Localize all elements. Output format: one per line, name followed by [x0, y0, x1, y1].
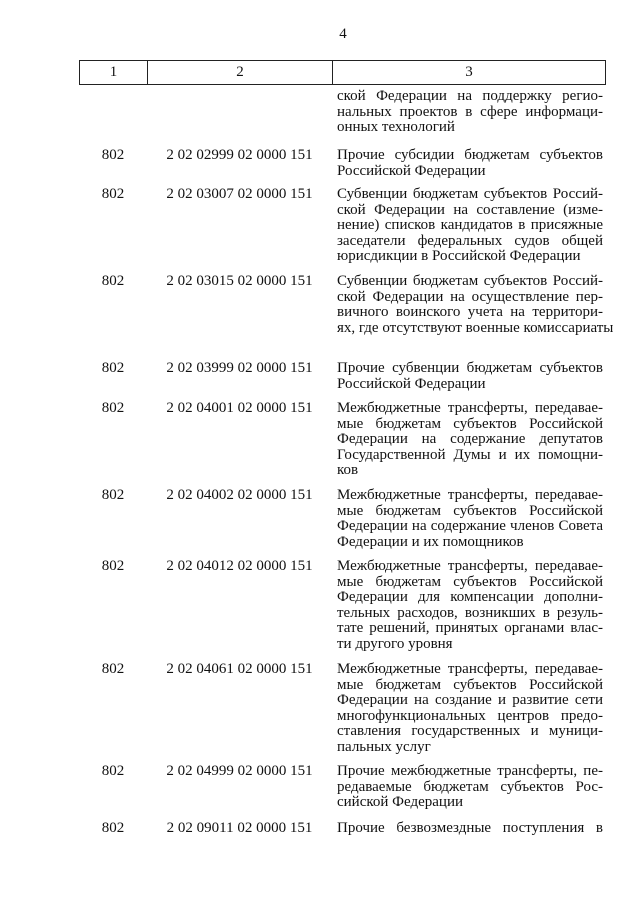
description-line: Прочие субвенции бюджетам субъектов — [337, 360, 603, 376]
budget-code: 2 02 04012 02 0000 151 — [166, 558, 313, 574]
description — [337, 361, 603, 392]
description-line: ков — [337, 462, 359, 479]
description — [337, 662, 603, 756]
description-line: Прочие безвозмездные поступления в — [337, 820, 603, 836]
description-line: ской Федерации на поддержку регио- — [337, 88, 603, 104]
description-line: Федерации на создание и развитие сети — [337, 692, 603, 709]
budget-code: 2 02 03999 02 0000 151 — [166, 360, 313, 376]
description-line: Российской Федерации — [337, 375, 486, 392]
description-line: нение) списков кандидатов в присяжные — [337, 217, 603, 234]
description-line: ской Федерации на составление (изме- — [337, 201, 603, 218]
budget-code: 2 02 04001 02 0000 151 — [166, 400, 313, 416]
description — [337, 488, 603, 550]
description-line: ской Федерации на осуществление пер- — [337, 288, 603, 305]
description-line: мые бюджетам субъектов Российской — [337, 676, 603, 693]
description — [337, 89, 603, 136]
admin-code: 802 — [101, 360, 125, 376]
header-col-2: 2 — [148, 61, 333, 84]
budget-code: 2 02 04002 02 0000 151 — [166, 487, 313, 503]
description-line: заседатели федеральных судов общей — [337, 232, 603, 249]
description-line: Межбюджетные трансферты, передавае- — [337, 400, 603, 416]
description-line: мые бюджетам субъектов Российской — [337, 415, 603, 432]
description — [337, 148, 603, 179]
admin-code: 802 — [101, 186, 125, 202]
budget-code: 2 02 03015 02 0000 151 — [166, 273, 313, 289]
budget-code: 2 02 02999 02 0000 151 — [166, 147, 313, 163]
description-line: вичного воинского учета на территори- — [337, 304, 603, 321]
description — [337, 821, 603, 837]
description-line: ти другого уровня — [337, 635, 453, 652]
description-line: Федерации и их помощников — [337, 533, 524, 550]
description-line: Субвенции бюджетам субъектов Россий- — [337, 273, 603, 289]
table-header — [79, 60, 606, 85]
description-line: мые бюджетам субъектов Российской — [337, 573, 603, 590]
budget-code: 2 02 04061 02 0000 151 — [166, 661, 313, 677]
description-line: многофункциональных центров предо- — [337, 707, 603, 724]
admin-code: 802 — [101, 763, 125, 779]
budget-code: 2 02 04999 02 0000 151 — [166, 763, 313, 779]
description-line: тате решений, принятых органами влас- — [337, 620, 603, 637]
description-line: Российской Федерации — [337, 162, 486, 179]
admin-code: 802 — [101, 487, 125, 503]
admin-code: 802 — [101, 147, 125, 163]
description — [337, 764, 603, 811]
page-number: 4 — [339, 26, 347, 42]
admin-code: 802 — [101, 820, 125, 836]
description-line: Государственной Думы и их помощни- — [337, 446, 603, 463]
description-line: Федерации на содержание членов Совета — [337, 518, 603, 535]
header-col-3: 3 — [465, 64, 473, 80]
description-line: тельных расходов, возникших в резуль- — [337, 604, 603, 621]
description — [337, 401, 603, 479]
description-line: Межбюджетные трансферты, передавае- — [337, 487, 603, 503]
description — [337, 187, 603, 265]
description-line: ях, где отсутствуют военные комиссариаты — [337, 319, 614, 336]
description-line: пальных услуг — [337, 738, 431, 755]
description-line: Прочие межбюджетные трансферты, пе- — [337, 763, 603, 779]
budget-code: 2 02 03007 02 0000 151 — [166, 186, 313, 202]
description-line: ставления государственных и муници- — [337, 723, 603, 740]
header-col-1: 1 — [80, 61, 148, 84]
description-line: онных технологий — [337, 119, 455, 136]
description-line: нальных проектов в сфере информаци- — [337, 103, 603, 120]
description — [337, 273, 614, 336]
admin-code: 802 — [101, 558, 125, 574]
admin-code: 802 — [101, 273, 125, 289]
admin-code: 802 — [101, 661, 125, 677]
description-line: сийской Федерации — [337, 794, 464, 811]
budget-code: 2 02 09011 02 0000 151 — [166, 820, 313, 836]
admin-code: 802 — [101, 400, 125, 416]
description-line: Межбюджетные трансферты, передавае- — [337, 661, 603, 677]
description-line: Прочие субсидии бюджетам субъектов — [337, 147, 603, 163]
description-line: юрисдикции в Российской Федерации — [337, 248, 581, 265]
description-line: Федерации для компенсации дополни- — [337, 589, 603, 606]
description — [337, 559, 603, 653]
description-line: мые бюджетам субъектов Российской — [337, 502, 603, 519]
description-line: Федерации на содержание депутатов — [337, 431, 603, 448]
description-line: Межбюджетные трансферты, передавае- — [337, 558, 603, 574]
description-line: Субвенции бюджетам субъектов Россий- — [337, 186, 603, 202]
description-line: редаваемые бюджетам субъектов Рос- — [337, 778, 603, 795]
